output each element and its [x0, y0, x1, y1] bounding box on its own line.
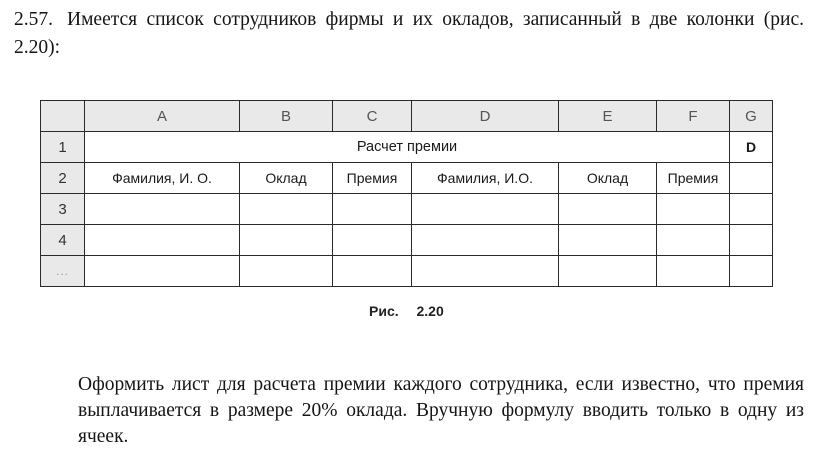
problem-text: Имеется список сотрудников фирмы и их окладов, записанный в две колонки (рис. 2.20):: [14, 9, 804, 58]
cell-e3: [559, 194, 657, 225]
cell-c4: [333, 225, 412, 256]
column-header-f: F: [657, 101, 730, 132]
row-header-1: 1: [41, 132, 85, 163]
cell-d2: Фамилия, И.О.: [412, 163, 559, 194]
column-header-e: E: [559, 101, 657, 132]
cell-f3: [657, 194, 730, 225]
cell-f2: Премия: [657, 163, 730, 194]
problem-number: 2.57.: [14, 9, 53, 30]
cell-c3: [333, 194, 412, 225]
table-row: [41, 256, 773, 287]
cell-g5: [730, 256, 773, 287]
table-row: [41, 163, 773, 194]
title-cell-merged: Расчет премии: [85, 132, 730, 163]
column-header-g: G: [730, 101, 773, 132]
spreadsheet-figure: [40, 100, 773, 287]
cell-g4: [730, 225, 773, 256]
column-header-d: D: [412, 101, 559, 132]
column-header-row: [41, 101, 773, 132]
cell-a4: [85, 225, 240, 256]
cell-g2: [730, 163, 773, 194]
cell-a3: [85, 194, 240, 225]
cell-b5: [240, 256, 333, 287]
row-header-4: 4: [41, 225, 85, 256]
problem-statement: [14, 6, 804, 62]
cell-d5: [412, 256, 559, 287]
figure-caption: Рис. 2.20: [369, 303, 444, 319]
row-header-ellipsis: ...: [41, 256, 85, 287]
column-header-a: A: [85, 101, 240, 132]
cell-b4: [240, 225, 333, 256]
cell-c2: Премия: [333, 163, 412, 194]
cell-g3: [730, 194, 773, 225]
table-row: [41, 194, 773, 225]
spreadsheet-table: [40, 100, 773, 287]
column-header-c: C: [333, 101, 412, 132]
table-row: [41, 132, 773, 163]
table-row: [41, 225, 773, 256]
cell-d4: [412, 225, 559, 256]
row-header-3: 3: [41, 194, 85, 225]
cell-g1: D: [730, 132, 773, 163]
cell-a5: [85, 256, 240, 287]
cell-f4: [657, 225, 730, 256]
row-header-2: 2: [41, 163, 85, 194]
task-text: Оформить лист для расчета премии каждого сотрудника, если известно, что премия выплачивается в размере 20% оклада. Вручную формулу вводить только в одну из ячеек.: [78, 374, 804, 447]
corner-cell: [41, 101, 85, 132]
cell-f5: [657, 256, 730, 287]
cell-e4: [559, 225, 657, 256]
cell-d3: [412, 194, 559, 225]
cell-e5: [559, 256, 657, 287]
cell-b2: Оклад: [240, 163, 333, 194]
cell-b3: [240, 194, 333, 225]
cell-e2: Оклад: [559, 163, 657, 194]
cell-a2: Фамилия, И. О.: [85, 163, 240, 194]
column-header-b: B: [240, 101, 333, 132]
cell-c5: [333, 256, 412, 287]
